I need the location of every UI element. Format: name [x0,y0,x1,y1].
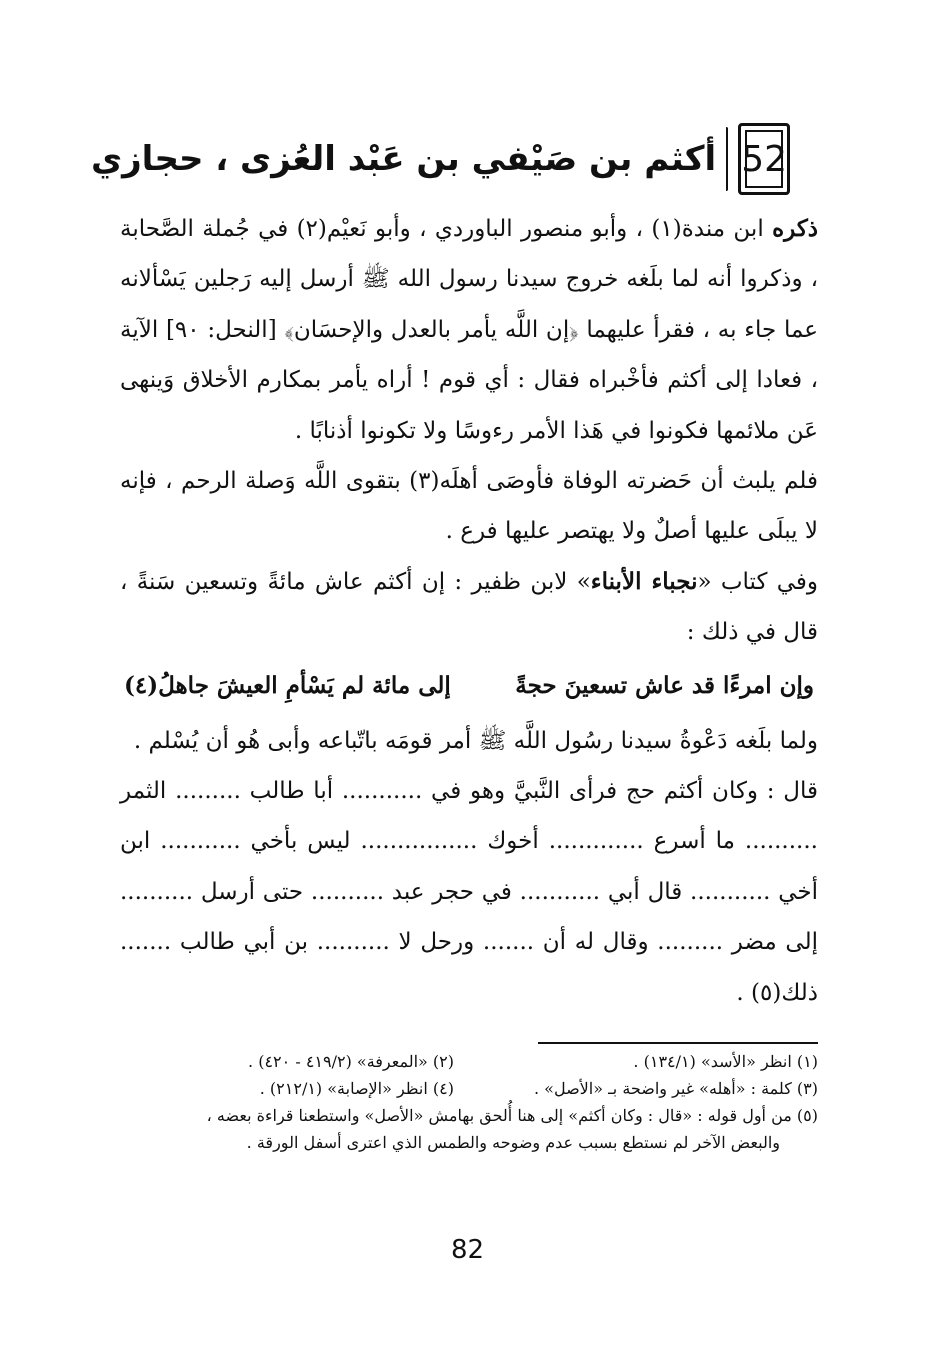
entry-body [120,204,818,1018]
footnote-divider [538,1042,818,1044]
paragraph-3-before: وفي كتاب « [697,568,818,595]
entry-heading [90,118,790,200]
footnote-5-line-1: (٥) من أول قوله : «قال : وكان أكثم» إلى هنا أُلحق بهامش «الأصل» واستطعنا قراءة بعضه ، [206,1106,818,1125]
paragraph-3-after: » لابن ظفير : إن أكثم عاش مائةً وتسعين سَنةً ، قال في ذلك : [120,568,818,646]
footnote-5 [118,1102,818,1156]
paragraph-3 [120,557,818,658]
footnote-3: (٣) كلمة : «أهله» غير واضحة بـ «الأصل» . [533,1079,818,1098]
entry-title: أكثم بن صَيْفي بن عَبْد العُزى ، حجازي [90,139,717,179]
entry-number-box [738,123,790,195]
book-title: نجباء الأبناء [590,567,698,595]
entry-number-tab [726,127,728,191]
paragraph-4: ولما بلَغه دَعْوةُ سيدنا رسُول اللَّه ﷺ أمر قومَه باتّباعه وأبى هُو أن يُسْلم . [133,727,818,754]
footnote-row-2 [118,1075,818,1102]
verse-first-hemistich: وإن امرءًا قد عاش تسعينَ حجةً [515,672,814,700]
footnote-5-line-2: والبعض الآخر لم نستطع بسبب عدم وضوحه والطمس الذي اعترى أسفل الورقة . [246,1133,780,1152]
footnotes [118,1048,818,1156]
footnote-row-1 [118,1048,818,1075]
entry-number: 52 [741,138,787,180]
page-number: 82 [450,1235,485,1265]
paragraph-5: قال : وكان أكثم حج فرأى النَّبيَّ وهو في ........... أبا طالب ......... الثمر .......... ما أسرع ............. أخوك ................ ليس بأخي ........... ابن أخي ........... قال أبي ........... في حجر عبد .......... حتى أرسل .......... إلى مضر ......... وقال له أن ....... ورحل لا .......... بن أبي طالب ....... ذلك(٥) . [120,778,818,1006]
paragraph-1 [120,204,818,456]
paragraph-2: فلم يلبث أن حَضرته الوفاة فأوصَى أهلَه(٣) بتقوى اللَّه وَصلة الرحم ، فإنه لا يبلَى عليها أصلٌ ولا يهتصر عليها فرع . [120,468,818,545]
paragraph-1-text: ابن مندة(١) ، وأبو منصور الباوردي ، وأبو نَعيْم(٢) في جُملة الصَّحابة ، وذكروا أنه لما بلَغه خروج سيدنا رسول الله ﷺ أرسل إليه رَجلين يَسْألانه عما جاء به ، فقرأ عليهما ﴿إن اللَّه يأمر بالعدل والإحسَان﴾ [النحل: ٩٠] الآية ، فعادا إلى أكثم فأخْبراه فقال : أي قوم ! أراه يأمر بمكارم الأخلاق وَينهى عَن ملائمها فكونوا في هَذا الأمر رءوسًا ولا تكونوا أذنابًا . [120,216,818,444]
footnote-2: (٢) «المعرفة» (٤١٩/٢ - ٤٢٠) . [248,1052,454,1071]
footnote-4: (٤) انظر «الإصابة» (٢١٢/١) . [259,1079,454,1098]
paragraph-1-lead: ذكره [772,215,819,242]
footnote-1: (١) انظر «الأسد» (١٣٤/١) . [633,1052,818,1071]
verse-second-hemistich: إلى مائة لم يَسْأمِ العيشَ جاهلُ(٤) [124,672,451,700]
poem-verse [120,658,818,716]
